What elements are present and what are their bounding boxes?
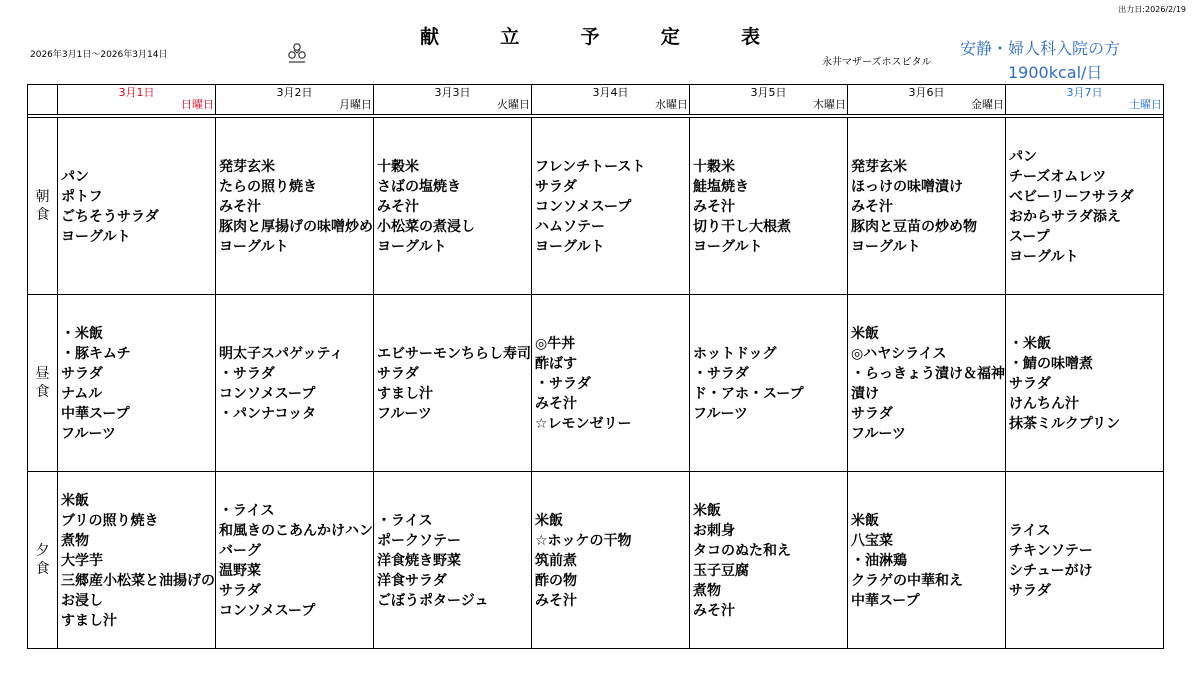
menu-cell — [848, 118, 1006, 295]
menu-item: サラダ — [851, 406, 893, 422]
menu-cell — [1006, 295, 1164, 472]
menu-item: チーズオムレツ — [1009, 169, 1107, 185]
day-header — [690, 85, 848, 115]
menu-item: ・鯖の味噌煮 — [1009, 356, 1093, 372]
day-of-week: 水曜日 — [655, 98, 688, 111]
day-date: 3月7日 — [1066, 86, 1103, 99]
menu-item: 和風きのこあんかけハンバーグ — [219, 523, 373, 559]
menu-cell — [58, 118, 216, 295]
menu-item: ◎牛丼 — [535, 336, 576, 352]
menu-item: みそ汁 — [535, 396, 577, 412]
menu-item: 三郷産小松菜と油揚げのお浸し — [61, 573, 215, 609]
day-header — [216, 85, 374, 115]
menu-item: ・油淋鶏 — [851, 553, 907, 569]
menu-item: みそ汁 — [377, 199, 419, 215]
menu-item: ごぼうポタージュ — [377, 593, 489, 609]
menu-item: 中華スープ — [61, 406, 130, 422]
diet-plan-calories: 1900kcal/日 — [1008, 63, 1103, 82]
menu-item: ホットドッグ — [693, 346, 777, 362]
menu-item: ポークソテー — [377, 533, 461, 549]
meal-label-char: 朝 — [35, 189, 50, 205]
menu-item: ☆ホッケの干物 — [535, 533, 632, 549]
title-char: 表 — [740, 26, 760, 48]
menu-item: お刺身 — [693, 523, 735, 539]
menu-item: エビサーモンちらし寿司 — [377, 346, 531, 362]
menu-item: ほっけの味噌漬け — [851, 179, 963, 195]
menu-item: ハムソテー — [535, 219, 605, 235]
menu-period: 2026年3月1日～2026年3月14日 — [30, 50, 168, 60]
menu-item: ヨーグルト — [693, 239, 763, 255]
day-header — [848, 85, 1006, 115]
menu-item: ヨーグルト — [219, 239, 289, 255]
day-date: 3月1日 — [118, 86, 155, 99]
menu-item: 八宝菜 — [851, 533, 893, 549]
menu-item: ☆レモンゼリー — [535, 416, 632, 432]
menu-item: ・米飯 — [1009, 336, 1051, 352]
day-of-week: 木曜日 — [813, 98, 846, 111]
menu-item: 米飯 — [61, 493, 89, 509]
meal-row — [28, 118, 1164, 295]
menu-item: ・米飯 — [61, 326, 103, 342]
menu-item: 筑前煮 — [535, 553, 577, 569]
title-char: 立 — [500, 26, 520, 48]
menu-item: 明太子スパゲッティ — [219, 346, 344, 362]
menu-item: 温野菜 — [219, 563, 261, 579]
menu-item: 十穀米 — [693, 159, 735, 175]
menu-item: フルーツ — [851, 426, 906, 442]
title-char: 予 — [580, 26, 600, 48]
menu-item: ヨーグルト — [377, 239, 447, 255]
menu-item: フルーツ — [377, 406, 432, 422]
menu-item: 米飯 — [851, 326, 879, 342]
menu-item: ブリの照り焼き — [61, 513, 159, 529]
day-header — [58, 85, 216, 115]
menu-item: 十穀米 — [377, 159, 419, 175]
menu-item: ごちそうサラダ — [61, 209, 159, 225]
menu-item: たらの照り焼き — [219, 179, 317, 195]
print-date: 出力日:2026/2/19 — [1118, 5, 1186, 14]
meal-label — [28, 472, 58, 649]
day-of-week: 土曜日 — [1129, 98, 1162, 111]
menu-item: 鮭塩焼き — [693, 179, 749, 195]
menu-cell — [848, 295, 1006, 472]
menu-cell — [690, 118, 848, 295]
menu-item: ベビーリーフサラダ — [1009, 189, 1134, 205]
page-title — [420, 22, 760, 49]
menu-item: フルーツ — [61, 426, 116, 442]
menu-cell — [58, 472, 216, 649]
menu-cell — [374, 472, 532, 649]
menu-item: サラダ — [219, 583, 261, 599]
menu-item: みそ汁 — [851, 199, 893, 215]
meal-label-char: 食 — [35, 207, 50, 223]
menu-cell — [1006, 118, 1164, 295]
menu-item: みそ汁 — [535, 593, 577, 609]
menu-item: フルーツ — [693, 406, 748, 422]
meal-label — [28, 295, 58, 472]
title-char: 献 — [420, 26, 440, 48]
menu-item: けんちん汁 — [1009, 396, 1079, 412]
menu-item: ・ライス — [219, 503, 275, 519]
menu-cell — [532, 472, 690, 649]
menu-cell — [216, 118, 374, 295]
menu-item: シチューがけ — [1009, 563, 1093, 579]
menu-item: ヨーグルト — [1009, 249, 1079, 265]
menu-item: 洋食焼き野菜 — [377, 553, 461, 569]
meal-label — [28, 118, 58, 295]
menu-item: 米飯 — [851, 513, 879, 529]
menu-item: サラダ — [377, 366, 419, 382]
day-header — [532, 85, 690, 115]
menu-item: 米飯 — [693, 503, 721, 519]
menu-cell — [848, 472, 1006, 649]
menu-item: 発芽玄米 — [851, 159, 907, 175]
menu-item: おからサラダ添え — [1009, 209, 1121, 225]
menu-item: 中華スープ — [851, 593, 920, 609]
menu-item: さばの塩焼き — [377, 179, 461, 195]
menu-cell — [374, 118, 532, 295]
menu-cell — [690, 472, 848, 649]
menu-item: ・サラダ — [535, 376, 591, 392]
meal-label-char: 食 — [35, 561, 50, 577]
menu-cell — [690, 295, 848, 472]
meal-row — [28, 472, 1164, 649]
menu-item: 米飯 — [535, 513, 563, 529]
meal-label-char: 昼 — [35, 366, 50, 382]
menu-item: ・パンナコッタ — [219, 406, 317, 422]
day-header — [374, 85, 532, 115]
meal-row — [28, 295, 1164, 472]
day-header — [1006, 85, 1164, 115]
menu-item: みそ汁 — [693, 603, 735, 619]
menu-item: コンソメスープ — [535, 199, 632, 215]
day-of-week: 金曜日 — [971, 98, 1004, 111]
menu-item: すまし汁 — [377, 386, 433, 402]
day-date: 3月4日 — [592, 86, 629, 99]
menu-item: 抹茶ミルクプリン — [1009, 416, 1121, 432]
corner-cell — [28, 85, 58, 115]
title-char: 定 — [660, 26, 680, 48]
hospital-name: 永井マザーズホスピタル — [822, 57, 932, 68]
menu-item: みそ汁 — [693, 199, 735, 215]
menu-cell — [1006, 472, 1164, 649]
menu-item: ◎ハヤシライス — [851, 346, 947, 362]
menu-item: ヨーグルト — [535, 239, 605, 255]
meal-label-char: 食 — [35, 384, 50, 400]
menu-cell — [216, 472, 374, 649]
menu-item: ライス — [1009, 523, 1051, 539]
menu-item: ヨーグルト — [61, 229, 131, 245]
menu-cell — [216, 295, 374, 472]
day-of-week: 火曜日 — [497, 98, 530, 111]
menu-item: ・ライス — [377, 513, 433, 529]
day-date: 3月2日 — [276, 86, 313, 99]
menu-item: ・らっきょう漬け＆福神漬け — [851, 366, 1005, 402]
header-row — [28, 85, 1164, 115]
menu-item: ポトフ — [61, 189, 103, 205]
day-date: 3月3日 — [434, 86, 471, 99]
menu-item: サラダ — [61, 366, 103, 382]
menu-item: 酢ばす — [535, 356, 577, 372]
menu-item: ・サラダ — [219, 366, 275, 382]
menu-table — [27, 84, 1164, 649]
menu-item: フレンチトースト — [535, 159, 646, 175]
meal-label-char: 夕 — [35, 543, 50, 559]
menu-cell — [374, 295, 532, 472]
menu-item: タコのぬた和え — [693, 543, 791, 559]
day-date: 3月6日 — [908, 86, 945, 99]
menu-cell — [58, 295, 216, 472]
menu-item: クラゲの中華和え — [851, 573, 963, 589]
menu-item: ド・アホ・スープ — [693, 386, 804, 402]
day-date: 3月5日 — [750, 86, 787, 99]
menu-item: 煮物 — [61, 533, 89, 549]
menu-item: チキンソテー — [1009, 543, 1093, 559]
menu-item: 発芽玄米 — [219, 159, 275, 175]
menu-item: コンソメスープ — [219, 603, 316, 619]
menu-item: コンソメスープ — [219, 386, 316, 402]
menu-item: 酢の物 — [535, 573, 577, 589]
menu-item: スープ — [1009, 229, 1050, 245]
menu-cell — [532, 295, 690, 472]
menu-item: サラダ — [1009, 583, 1051, 599]
menu-item: ・サラダ — [693, 366, 749, 382]
menu-item: 玉子豆腐 — [693, 563, 749, 579]
menu-item: パン — [1009, 149, 1037, 165]
day-of-week: 日曜日 — [181, 98, 214, 111]
menu-cell — [532, 118, 690, 295]
menu-item: すまし汁 — [61, 613, 117, 629]
menu-item: 豚肉と豆苗の炒め物 — [851, 219, 977, 235]
mothers-logo-icon — [286, 42, 308, 64]
menu-item: ナムル — [61, 386, 103, 402]
menu-item: サラダ — [1009, 376, 1051, 392]
day-of-week: 月曜日 — [339, 98, 372, 111]
menu-item: パン — [61, 169, 89, 185]
menu-item: 豚肉と厚揚げの味噌炒め — [219, 219, 373, 235]
menu-item: ・豚キムチ — [61, 346, 131, 362]
diet-plan-name: 安静・婦人科入院の方 — [960, 39, 1121, 58]
menu-item: ヨーグルト — [851, 239, 921, 255]
menu-item: 大学芋 — [61, 553, 103, 569]
menu-item: みそ汁 — [219, 199, 261, 215]
menu-item: 洋食サラダ — [377, 573, 447, 589]
menu-item: サラダ — [535, 179, 577, 195]
menu-item: 切り干し大根煮 — [693, 219, 791, 235]
menu-item: 小松菜の煮浸し — [377, 219, 475, 235]
menu-item: 煮物 — [693, 583, 721, 599]
